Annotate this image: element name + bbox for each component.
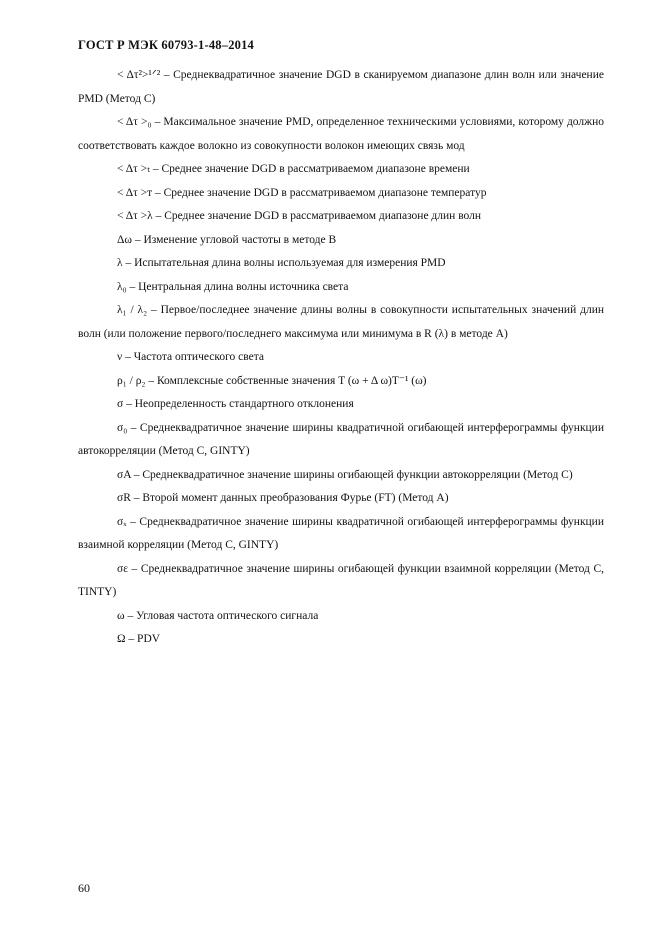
definition-symbol: ρ₁ / ρ₂ <box>117 374 146 387</box>
definition-text: – Испытательная длина волны используемая для измерения PMD <box>122 257 446 269</box>
definition-symbol: σₓ <box>117 515 127 528</box>
definition-symbol: < Δτ >λ <box>117 210 153 222</box>
definition-symbol: σε <box>117 562 129 575</box>
definition-symbol: σR <box>117 492 131 504</box>
definition-text: – Комплексные собственные значения T (ω + Δ ω)T⁻¹ (ω) <box>145 374 427 387</box>
definition-symbol: σ₀ <box>117 421 128 434</box>
document-header: ГОСТ Р МЭК 60793-1-48–2014 <box>78 38 255 52</box>
definition-text: – Среднее значение DGD в рассматриваемом диапазоне времени <box>149 163 470 175</box>
definition-item <box>78 64 604 111</box>
definition-item <box>78 628 604 652</box>
definition-item <box>78 205 604 229</box>
definition-text: – Среднеквадратичное значение DGD в сканируемом диапазоне длин волн или значение PMD (Метод С) <box>78 69 604 105</box>
definition-item <box>78 182 604 206</box>
definition-symbol: λ₀ <box>117 280 127 293</box>
definition-item <box>78 276 604 300</box>
definition-item <box>78 158 604 182</box>
definition-symbol: σA <box>117 468 131 481</box>
definition-symbol: < Δτ >ₜ <box>117 163 150 175</box>
definition-item <box>78 605 604 629</box>
definition-text: – PDV <box>125 633 161 645</box>
definition-item <box>78 299 604 346</box>
page-number: 60 <box>78 881 90 895</box>
definition-item <box>78 229 604 253</box>
definition-text: – Максимальное значение PMD, определенное техническими условиями, которому должно соответствовать каждое волокно из совокупности волокон имеющих связь мод <box>78 116 604 152</box>
definition-item <box>78 487 604 511</box>
definition-text: – Среднеквадратичное значение ширины квадратичной огибающей интерферограммы функции взаимной корреляции (Метод С, GINTY) <box>78 515 604 551</box>
definition-text: – Неопределенность стандартного отклонения <box>123 398 354 410</box>
definition-text: – Частота оптического света <box>122 351 265 363</box>
definition-item <box>78 252 604 276</box>
definition-text: – Первое/последнее значение длины волны в совокупности испытательных значений длин волн (или положение первого/последнего максимума или минимума в R (λ) в методе А) <box>78 304 604 340</box>
definition-item <box>78 464 604 488</box>
definition-text: – Среднее значение DGD в рассматриваемом диапазоне температур <box>152 186 487 199</box>
definition-item <box>78 511 604 558</box>
definition-text: – Среднеквадратичное значение ширины огибающей функции взаимной корреляции (Метод С, TINTY) <box>78 562 604 598</box>
definition-item <box>78 346 604 370</box>
definition-symbol: σ <box>117 398 124 410</box>
definition-text: – Изменение угловой частоты в методе В <box>131 233 337 246</box>
definition-item <box>78 393 604 417</box>
definition-symbol: < Δτ >₀ <box>117 116 152 128</box>
definition-item <box>78 111 604 158</box>
definition-text: – Центральная длина волны источника света <box>126 280 349 293</box>
definitions-list <box>78 64 604 652</box>
definition-text: – Второй момент данных преобразования Фурье (FT) (Метод А) <box>130 492 449 504</box>
definition-item <box>78 558 604 605</box>
definition-symbol: < Δτ >ᴛ <box>117 186 153 199</box>
definition-symbol: λ₁ / λ₂ <box>117 304 148 316</box>
definition-item <box>78 370 604 394</box>
definition-symbol: λ <box>117 257 123 269</box>
definition-symbol: < Δτ²>¹ᐟ² <box>117 69 161 81</box>
definition-item <box>78 417 604 464</box>
definition-text: – Среднеквадратичное значение ширины квадратичной огибающей интерферограммы функции автокорреляции (Метод С, GINTY) <box>78 421 604 457</box>
definition-symbol: ω <box>117 609 125 622</box>
definition-text: – Среднеквадратичное значение ширины огибающей функции автокорреляции (Метод С) <box>130 468 573 481</box>
definition-text: – Угловая частота оптического сигнала <box>124 609 319 622</box>
definition-symbol: Δω <box>117 233 132 246</box>
definition-symbol: ν <box>117 351 123 363</box>
definition-text: – Среднее значение DGD в рассматриваемом диапазоне длин волн <box>152 210 482 222</box>
definition-symbol: Ω <box>117 633 126 645</box>
